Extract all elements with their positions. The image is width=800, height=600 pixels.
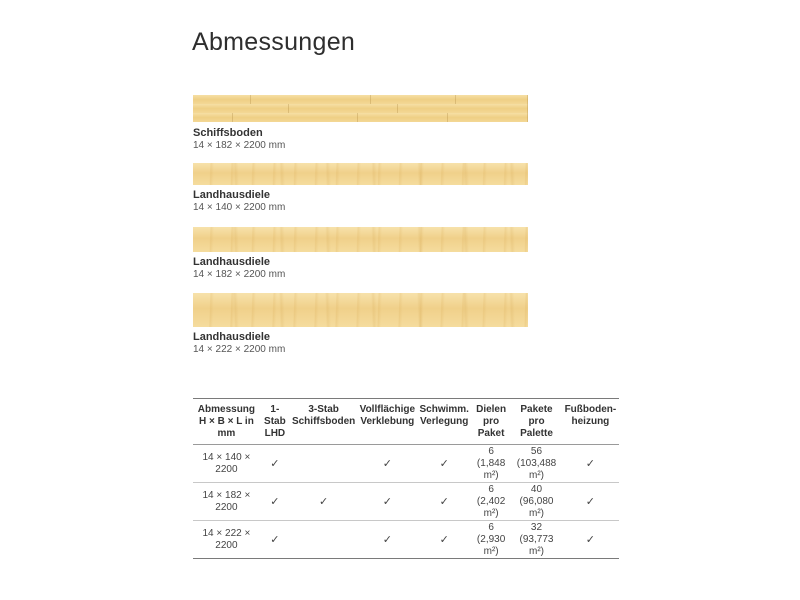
check-icon: ✓ [260, 521, 290, 559]
table-row [193, 521, 619, 559]
product-name: Schiffsboden [193, 127, 263, 139]
cell-dielen: 6 (2,930 m²) [471, 521, 511, 559]
check-icon: ✓ [357, 521, 417, 559]
product-schiffsboden [193, 95, 528, 152]
product-landhausdiele-182 [193, 227, 528, 281]
check-icon: ✓ [290, 483, 357, 521]
product-name: Landhausdiele [193, 331, 271, 343]
check-icon: ✓ [417, 521, 471, 559]
product-dimensions: 14 × 182 × 2200 mm [193, 140, 286, 151]
wood-swatch-landhausdiele [193, 163, 528, 185]
table-header-row [193, 399, 619, 445]
product-name: Landhausdiele [193, 189, 271, 201]
header-1-stab: 1-Stab LHD [260, 399, 290, 445]
cell-dielen: 6 (1,848 m²) [471, 445, 511, 483]
check-icon: ✓ [562, 445, 619, 483]
header-pakete: Pakete pro Palette [511, 399, 562, 445]
page-title: Abmessungen [192, 28, 356, 56]
check-icon: ✓ [417, 445, 471, 483]
product-landhausdiele-222 [193, 293, 528, 356]
cell-pakete: 32 (93,773 m²) [511, 521, 562, 559]
cell-dielen: 6 (2,402 m²) [471, 483, 511, 521]
cell-dimension: 14 × 140 × 2200 [193, 445, 260, 483]
product-dimensions: 14 × 222 × 2200 mm [193, 344, 286, 355]
header-vollflaechig: Vollflächige Verklebung [357, 399, 417, 445]
check-icon [290, 445, 357, 483]
cell-dimension: 14 × 222 × 2200 [193, 521, 260, 559]
check-icon: ✓ [357, 483, 417, 521]
cell-dimension: 14 × 182 × 2200 [193, 483, 260, 521]
cell-pakete: 40 (96,080 m²) [511, 483, 562, 521]
product-dimensions: 14 × 182 × 2200 mm [193, 269, 286, 280]
header-dielen: Dielen pro Paket [471, 399, 511, 445]
cell-pakete: 56 (103,488 m²) [511, 445, 562, 483]
header-3-stab: 3-Stab Schiffsboden [290, 399, 357, 445]
header-schwimm: Schwimm. Verlegung [417, 399, 471, 445]
check-icon [290, 521, 357, 559]
product-name: Landhausdiele [193, 256, 271, 268]
dimensions-table [193, 398, 619, 559]
header-fussbodenheizung: Fußboden- heizung [562, 399, 619, 445]
check-icon: ✓ [562, 521, 619, 559]
product-dimensions: 14 × 140 × 2200 mm [193, 202, 286, 213]
wood-swatch-schiffsboden [193, 95, 528, 123]
check-icon: ✓ [357, 445, 417, 483]
table-row [193, 483, 619, 521]
check-icon: ✓ [562, 483, 619, 521]
header-abmessung: Abmessung H × B × L in mm [193, 399, 260, 445]
check-icon: ✓ [260, 483, 290, 521]
table-row [193, 445, 619, 483]
wood-swatch-landhausdiele [193, 293, 528, 327]
check-icon: ✓ [260, 445, 290, 483]
wood-swatch-landhausdiele [193, 227, 528, 252]
check-icon: ✓ [417, 483, 471, 521]
product-landhausdiele-140 [193, 163, 528, 214]
